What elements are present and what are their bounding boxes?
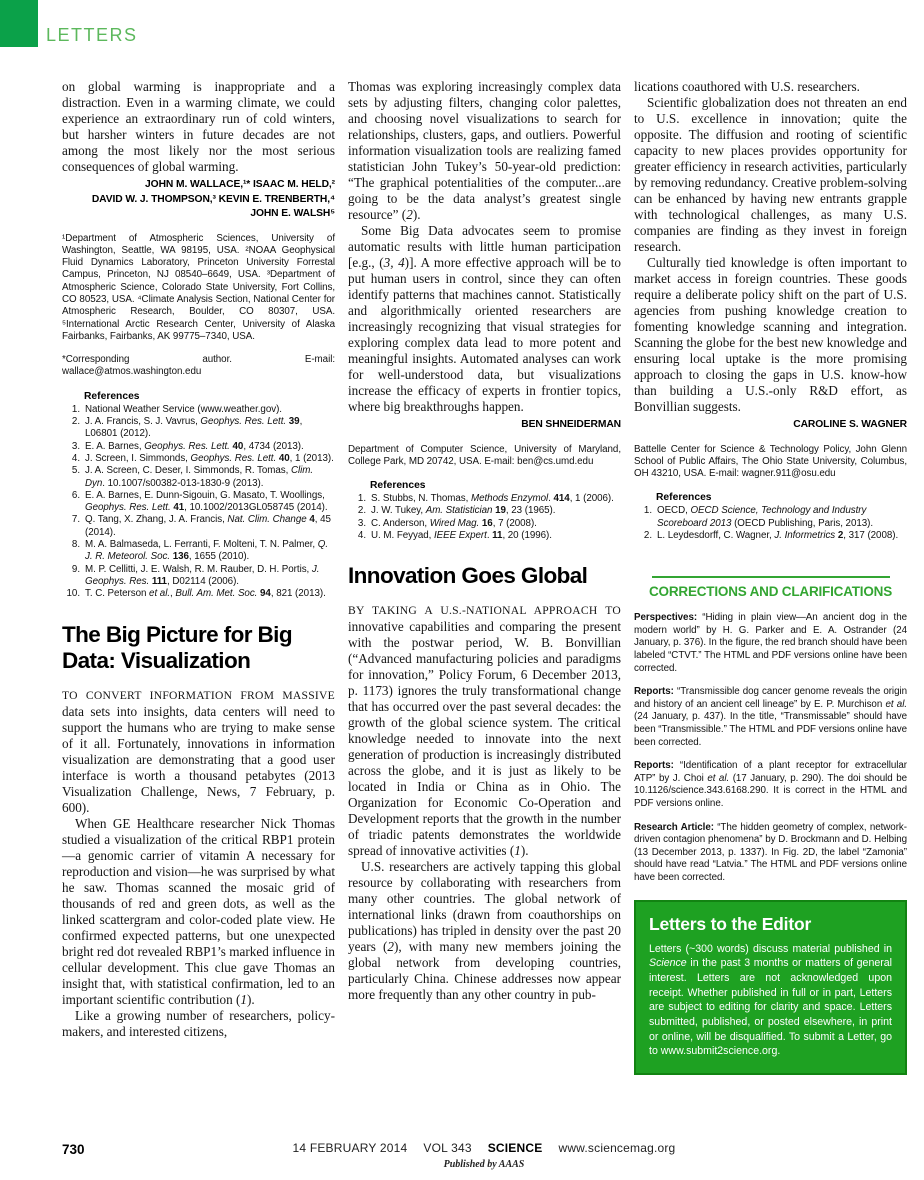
reference-number: 9. bbox=[71, 563, 80, 575]
body-paragraph: Some Big Data advocates seem to promise automatic results with little human participation [e.g., (3, 4)]. A more effective approach will be to put human users in control, since they can often identify patterns that machines cannot. Statistically and algorithmically oriented researchers are increasingly recognizing that visual strategies for exploring complex data lead to more potent and meaningful insights. Automated analyses can work for well-understood data, but visualizations increase the efficacy of experts in frontier topics, where big breakthroughs happen. bbox=[348, 223, 622, 414]
page-footer bbox=[0, 1141, 924, 1170]
reference-number: 4. bbox=[71, 452, 80, 464]
lead-rest: data sets into insights, data centers will need to support the humans who are trying to make sense of it all. Fortunately, innovations in information visualization are demonstrating that a good user interface is worth a thousand petabytes (2013 Visualization Challenge, News, 7 February, p. 600). bbox=[62, 703, 335, 815]
reference-text: L. Leydesdorff, C. Wagner, J. Informetrics 2, 317 (2008). bbox=[657, 529, 899, 541]
footer-volume: VOL 343 bbox=[423, 1141, 472, 1155]
reference-text: Q. Tang, X. Zhang, J. A. Francis, Nat. Clim. Change 4, 45 (2014). bbox=[85, 514, 331, 538]
signature-line: JOHN M. WALLACE,¹* ISAAC M. HELD,² bbox=[145, 179, 335, 190]
reference-item bbox=[62, 416, 335, 441]
reference-number: 7. bbox=[71, 514, 80, 526]
references-title: References bbox=[370, 480, 426, 492]
body-paragraph: lications coauthored with U.S. researchers. bbox=[634, 79, 860, 94]
body-paragraph: Scientific globalization does not threaten an end to U.S. excellence in innovation; quite the opposite. The diffusion and rooting of scientific capacity to new places provides opportunity for greater efficiency in research activities, particularly by removing redundancy. Creative problem-solving can be enhanced by having new entrants grapple with technological challenges, as many U.S. companies are finding as they invest in foreign research. bbox=[634, 95, 907, 254]
footer-journal: SCIENCE bbox=[487, 1141, 543, 1155]
reference-text: T. C. Peterson et al., Bull. Am. Met. Soc. 94, 821 (2013). bbox=[85, 588, 326, 600]
reference-item bbox=[62, 588, 335, 600]
letter-lead-paragraph bbox=[348, 602, 621, 859]
reference-item bbox=[348, 505, 621, 517]
letters-to-editor-box bbox=[634, 900, 907, 1076]
reference-item bbox=[348, 493, 621, 505]
reference-number: 1. bbox=[357, 493, 366, 505]
reference-item bbox=[62, 490, 335, 515]
reference-text: E. A. Barnes, Geophys. Res. Lett. 40, 4734 (2013). bbox=[85, 440, 304, 452]
reference-text: M. A. Balmaseda, L. Ferranti, F. Molteni, T. N. Palmer, Q. J. R. Meteorol. Soc. 136, 1655 (2010). bbox=[85, 539, 329, 563]
letters-box-body: Letters (~300 words) discuss material published in Science in the past 3 months or matters of general interest. Letters are not acknowledged upon receipt. Whether published in full or in part, Letters are subject to editing for clarity and space. Letters submitted, published, or posted elsewhere, in print or online, will be disqualified. To submit a Letter, go to www.submit2science.org. bbox=[649, 942, 892, 1058]
reference-text: National Weather Service (www.weather.gov). bbox=[85, 403, 282, 415]
signature-line: DAVID W. J. THOMPSON,³ KEVIN E. TRENBERTH,⁴ bbox=[91, 193, 335, 205]
references-title: References bbox=[84, 390, 140, 402]
signature-block bbox=[348, 418, 621, 433]
reference-item bbox=[62, 465, 335, 490]
body-paragraph: Culturally tied knowledge is often important to market access in foreign countries. These goods require a deliberate policy shift on the part of U.S. agencies from pushing knowledge creation to fomenting knowledge scanning and integration. Scanning the globe for the best new knowledge and ensuring local uptake is the more promising approach to closing the gaps in U.S. know-how than building a U.S.-only R&D effort, as Bonvillian suggests. bbox=[634, 255, 907, 414]
references-list bbox=[62, 404, 335, 601]
reference-number: 2. bbox=[357, 505, 366, 517]
correspondence-note: *Corresponding author. E-mail: wallace@atmos.washington.edu bbox=[62, 354, 335, 378]
signature-line: JOHN E. WALSH⁵ bbox=[250, 208, 335, 219]
reference-text: U. M. Feyyad, IEEE Expert. 11, 20 (1996). bbox=[371, 529, 552, 541]
section-label: LETTERS bbox=[46, 25, 138, 45]
signature-block bbox=[634, 418, 907, 433]
letters-box-title: Letters to the Editor bbox=[649, 913, 812, 934]
footer-center-line bbox=[62, 1141, 906, 1155]
footer-publisher: Published by AAAS bbox=[443, 1159, 525, 1170]
body-paragraph: U.S. researchers are actively tapping this global resource by collaborating with researchers from many other countries. The global network of international links (drawn from coauthorships on publications) has tripled in density over the past 20 years (2), with many new members joining the global network from developing countries, particularly China. Chinese addresses now appear more frequently than any other country in pub- bbox=[348, 859, 621, 1003]
correction-label: Reports: bbox=[634, 686, 674, 698]
correction-text: “The hidden geometry of complex, network-driven contagion phenomena” by D. Brockmann and D. Helbing (13 December 2013, p. 1337). In Fig. 2D, the label “Zamonia” should have read “Latvia.” The HTML and PDF versions online have been corrected. bbox=[634, 821, 907, 883]
reference-text: OECD, OECD Science, Technology and Industry Scoreboard 2013 (OECD Publishing, Paris, 2013). bbox=[657, 505, 874, 529]
correction-text: “Transmissible dog cancer genome reveals the origin and history of an ancient cell lineage” by E. P. Murchison et al. (24 January, p. 437). In the title, “Transmissable” should have been “Transmissible.” The HTML and PDF versions online have been corrected. bbox=[634, 686, 907, 748]
letter-title-big-picture: The Big Picture for Big Data: Visualization bbox=[62, 621, 292, 673]
corrections-rule bbox=[652, 576, 890, 578]
reference-number: 6. bbox=[71, 489, 80, 501]
reference-number: 3. bbox=[71, 440, 80, 452]
reference-item bbox=[634, 505, 907, 530]
reference-item bbox=[348, 530, 621, 542]
column-right bbox=[634, 79, 907, 1075]
reference-number: 2. bbox=[71, 416, 80, 428]
correction-label: Research Article: bbox=[634, 821, 714, 833]
references-list bbox=[634, 505, 907, 542]
reference-item bbox=[62, 453, 335, 465]
correction-item bbox=[634, 612, 907, 675]
corrections-section bbox=[634, 576, 907, 884]
reference-text: S. Stubbs, N. Thomas, Methods Enzymol. 414, 1 (2006). bbox=[371, 493, 614, 505]
reference-item bbox=[348, 518, 621, 530]
references-title: References bbox=[656, 492, 712, 504]
reference-number: 5. bbox=[71, 465, 80, 477]
signature-line: CAROLINE S. WAGNER bbox=[793, 419, 907, 430]
correction-label: Reports: bbox=[634, 760, 674, 772]
body-paragraph: When GE Healthcare researcher Nick Thomas studied a visualization of the critical RBP1 protein—a genomic carrier of vitamin A necessary for reproduction and vision—he was surprised by what he saw. Thomas scanned the mosaic grid of thousands of red and green dots, as well as the linked scattergram and color-coded plate view. He confirmed expected patterns, but one unexpected bright red dot revealed RBP1’s marked influence in cellular development. This clue gave Thomas an insight that, with statistical confirmation, led to an important scientific contribution (1). bbox=[62, 815, 335, 1007]
lead-caps: TO CONVERT INFORMATION FROM MASSIVE bbox=[62, 688, 335, 702]
lead-caps: BY TAKING A U.S.-NATIONAL APPROACH TO bbox=[348, 604, 621, 618]
reference-item bbox=[62, 404, 335, 416]
reference-text: J. A. Screen, C. Deser, I. Simmonds, R. Tomas, Clim. Dyn. 10.1007/s00382-013-1830-9 (2013). bbox=[85, 465, 314, 489]
correction-item bbox=[634, 822, 907, 885]
corrections-title: CORRECTIONS AND CLARIFICATIONS bbox=[649, 584, 892, 600]
correction-text: “Identification of a plant receptor for extracellular ATP” by J. Choi et al. (17 January, p. 290). The doi should be 10.1126/science.343.6168.290. It is correct in the HTML and PDF versions online. bbox=[634, 760, 907, 809]
reference-item bbox=[62, 539, 335, 564]
letters-section-marker bbox=[0, 0, 38, 47]
body-paragraph: Like a growing number of researchers, policy-makers, and interested citizens, bbox=[62, 1007, 335, 1039]
letter-lead-paragraph bbox=[62, 687, 335, 816]
correction-item bbox=[634, 760, 907, 810]
letter-title-innovation: Innovation Goes Global bbox=[348, 563, 588, 589]
reference-text: J. W. Tukey, Am. Statistician 19, 23 (1965). bbox=[371, 505, 556, 517]
reference-item bbox=[62, 441, 335, 453]
body-paragraph: on global warming is inappropriate and a distraction. Even in a warming climate, we could experience an extraordinary run of cold winters, but harsher winters in future decades are not among the most likely nor the most serious consequences of global warming. bbox=[62, 79, 335, 174]
references-list bbox=[348, 493, 621, 542]
reference-text: J. A. Francis, S. J. Vavrus, Geophys. Res. Lett. 39, L06801 (2012). bbox=[85, 416, 303, 440]
lead-rest: innovative capabilities and comparing the present with the postwar period, W. B. Bonvillian (“Advanced manufacturing policies and paradigms for innovation,” Policy Forum, 6 December 2013, p. 1173) ignores the truly transformational change that has occurred over the past several decades: the growth of the global science system. The critical knowledge needed to innovate into the next generation of production is increasingly distributed across the globe, and it is just as likely to be located in India or China as in Ohio. The Organization for Economic Co-Operation and Development reports that the growth in the number of triadic patents demonstrates the worldwide spread of innovative activities (1). bbox=[348, 619, 621, 859]
footer-site: www.sciencemag.org bbox=[558, 1141, 676, 1155]
footer-page-number: 730 bbox=[62, 1142, 85, 1157]
signature-block bbox=[62, 178, 335, 222]
reference-text: E. A. Barnes, E. Dunn-Sigouin, G. Masato, T. Woollings, Geophys. Res. Lett. 41, 10.1002/2013GL058745 (2014). bbox=[85, 489, 328, 514]
corrections-list bbox=[634, 612, 907, 884]
content-columns bbox=[62, 79, 908, 1075]
reference-text: C. Anderson, Wired Mag. 16, 7 (2008). bbox=[371, 517, 537, 529]
reference-text: M. P. Cellitti, J. E. Walsh, R. M. Rauber, D. H. Portis, J. Geophys. Res. 111, D02114 (2006). bbox=[85, 563, 320, 587]
reference-number: 8. bbox=[71, 539, 80, 551]
correction-item bbox=[634, 686, 907, 749]
affiliations-note: Department of Computer Science, University of Maryland, College Park, MD 20742, USA. E-mail: ben@cs.umd.edu bbox=[348, 443, 621, 467]
reference-item bbox=[634, 530, 907, 542]
reference-item bbox=[62, 514, 335, 539]
footer-date: 14 FEBRUARY 2014 bbox=[292, 1141, 408, 1155]
body-paragraph: Thomas was exploring increasingly complex data sets by adjusting filters, changing color palettes, and choosing novel visualizations to search for relationships, clusters, gaps, and outliers. Powerful information visualization tools are realizing famed statistician John Tukey’s 50-year-old prediction: “The graphical potentialities of the computer...are going to be the data analyst’s greatest single resource” (2). bbox=[348, 79, 621, 222]
reference-number: 1. bbox=[643, 505, 652, 517]
reference-number: 1. bbox=[71, 403, 80, 415]
column-left bbox=[62, 79, 335, 1075]
reference-text: J. Screen, I. Simmonds, Geophys. Res. Lett. 40, 1 (2013). bbox=[85, 452, 334, 464]
column-middle bbox=[348, 79, 621, 1075]
affiliations-note: ¹Department of Atmospheric Sciences, University of Washington, Seattle, WA 98195, USA. ²NOAA Geophysical Fluid Dynamics Laboratory, Princeton University Forrestal Campus, Princeton, NJ 08540–6649, USA. ³Department of Atmospheric Science, Colorado State University, Fort Collins, CO 80523, USA. ⁴Climate Analysis Section, National Center for Atmospheric Research, Boulder, CO 80307, USA. ⁵International Arctic Research Center, University of Alaska Fairbanks, Fairbanks, AK 99775–7340, USA. bbox=[62, 232, 335, 342]
reference-number: 10. bbox=[66, 588, 80, 600]
reference-item bbox=[62, 564, 335, 589]
signature-line: BEN SHNEIDERMAN bbox=[521, 419, 621, 430]
affiliations-note: Battelle Center for Science & Technology Policy, John Glenn School of Public Affairs, The Ohio State University, Columbus, OH 43210, USA. E-mail: wagner.911@osu.edu bbox=[634, 443, 907, 480]
reference-number: 2. bbox=[643, 529, 652, 541]
reference-number: 4. bbox=[357, 529, 366, 541]
correction-text: “Hiding in plain view—An ancient dog in the modern world” by H. G. Parker and E. A. Ostrander (24 January, p. 376). In the figure, the red branch should have been labeled “CTVT.” The HTML and PDF versions online have been corrected. bbox=[634, 612, 907, 674]
reference-number: 3. bbox=[357, 517, 366, 529]
correction-label: Perspectives: bbox=[634, 612, 698, 624]
